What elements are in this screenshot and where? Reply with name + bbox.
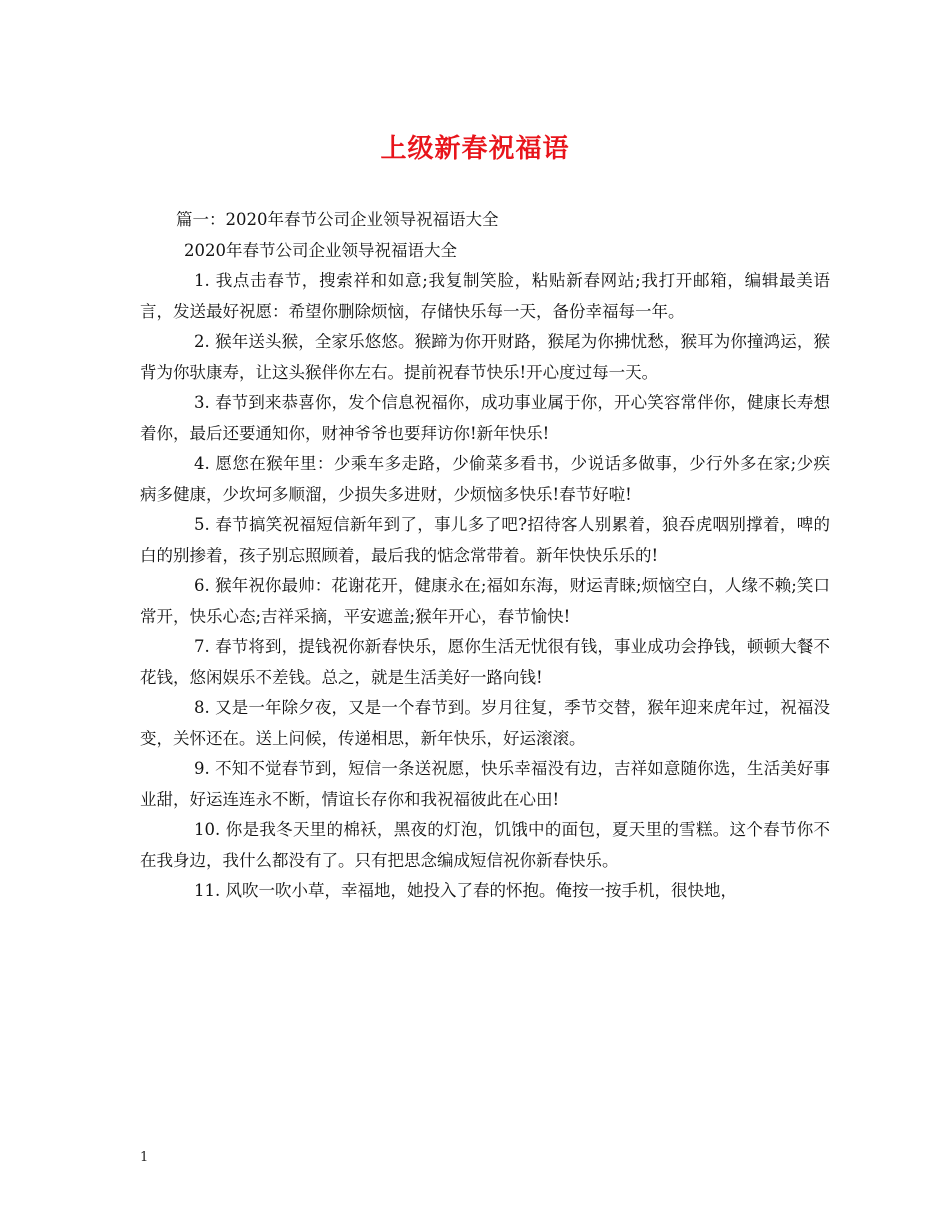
page-title: 上级新春祝福语 [380,134,570,164]
list-item: 11. 风吹一吹小草，幸福地，她投入了春的怀抱。俺按一按手机，很快地， [194,881,737,900]
list-item: 6. 猴年祝你最帅：花谢花开，健康永在;福如东海，财运青睐;烦恼空白，人缘不赖;笑口常开，快乐心态;吉祥采摘，平安遮盖;猴年开心，春节愉快! [140,576,830,626]
list-item: 7. 春节将到，提钱祝你新春快乐，愿你生活无忧很有钱，事业成功会挣钱，顿顿大餐不花钱，悠闲娱乐不差钱。总之，就是生活美好一路向钱! [140,637,830,687]
page-number: 1 [140,1150,149,1165]
list-item: 4. 愿您在猴年里：少乘车多走路，少偷菜多看书，少说话多做事，少行外多在家;少疾病多健康，少坎坷多顺溜，少损失多进财，少烦恼多快乐!春节好啦! [140,454,830,504]
subheading: 2020年春节公司企业领导祝福语大全 [184,240,457,260]
document-body [140,205,830,907]
section-heading: 篇一：2020年春节公司企业领导祝福语大全 [176,210,499,229]
list-item: 3. 春节到来恭喜你，发个信息祝福你，成功事业属于你，开心笑容常伴你，健康长寿想着你，最后还要通知你，财神爷爷也要拜访你!新年快乐! [140,393,830,443]
list-item: 2. 猴年送头猴，全家乐悠悠。猴蹄为你开财路，猴尾为你拂忧愁，猴耳为你撞鸿运，猴背为你驮康寿，让这头猴伴你左右。提前祝春节快乐!开心度过每一天。 [140,332,830,382]
list-item: 1. 我点击春节，搜索祥和如意;我复制笑脸，粘贴新春网站;我打开邮箱，编辑最美语言，发送最好祝愿：希望你删除烦恼，存储快乐每一天，备份幸福每一年。 [140,271,830,321]
list-item: 9. 不知不觉春节到，短信一条送祝愿，快乐幸福没有边，吉祥如意随你选，生活美好事业甜，好运连连永不断，情谊长存你和我祝福彼此在心田! [140,759,830,809]
list-item: 8. 又是一年除夕夜，又是一个春节到。岁月往复，季节交替，猴年迎来虎年过，祝福没变，关怀还在。送上问候，传递相思，新年快乐，好运滚滚。 [140,698,830,748]
list-item: 10. 你是我冬天里的棉袄，黑夜的灯泡，饥饿中的面包，夏天里的雪糕。这个春节你不在我身边，我什么都没有了。只有把思念编成短信祝你新春快乐。 [140,820,830,870]
list-item: 5. 春节搞笑祝福短信新年到了，事儿多了吧?招待客人别累着，狼吞虎咽别撑着，啤的白的别掺着，孩子别忘照顾着，最后我的惦念常带着。新年快快乐乐的! [140,515,830,565]
